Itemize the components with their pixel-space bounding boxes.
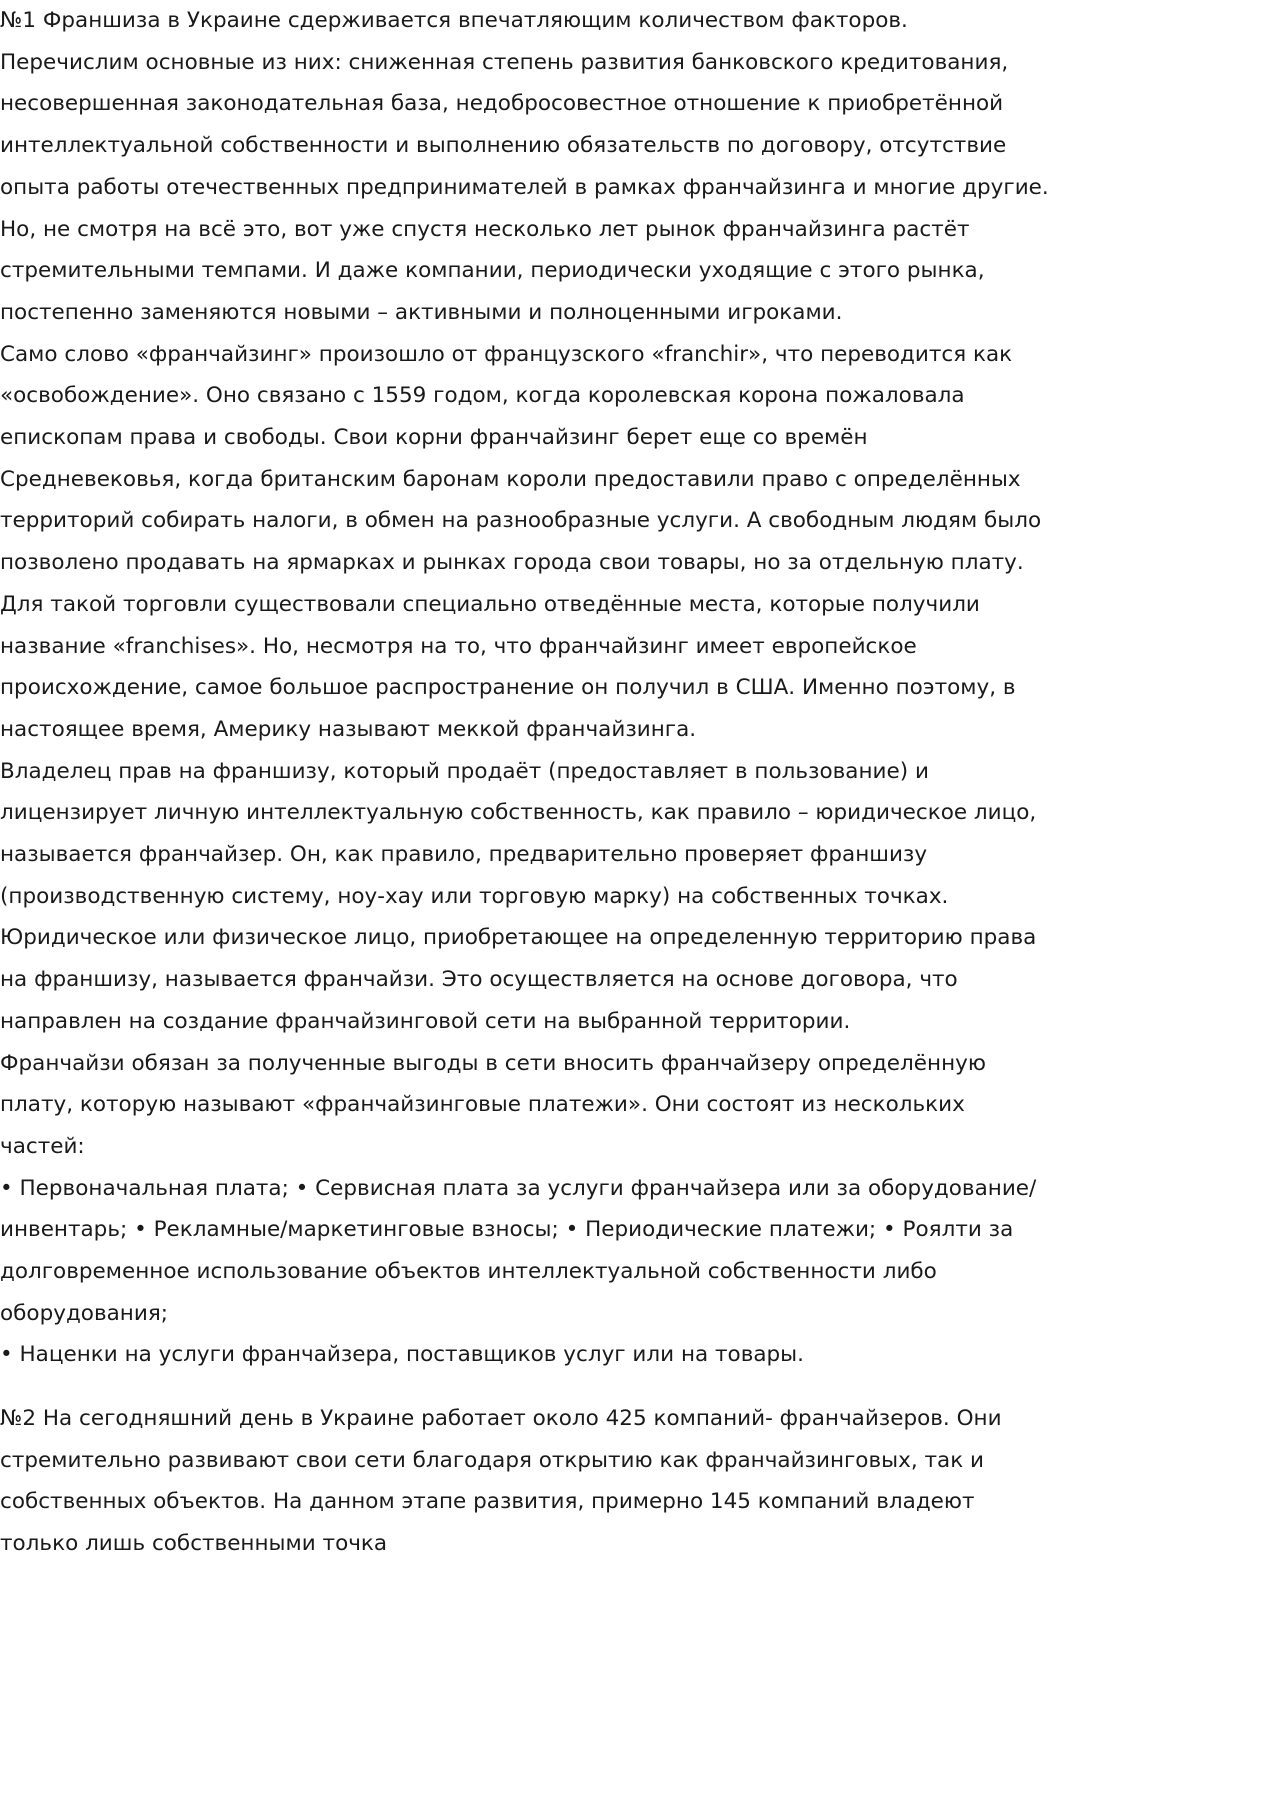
text-line-26: Франчайзи обязан за полученные выгоды в сети вносить франчайзеру определённую xyxy=(0,1050,986,1076)
section-2-line-2: стремительно развивают свои сети благодаря открытию как франчайзинговых, так и xyxy=(0,1447,984,1473)
text-line-25: направлен на создание франчайзинговой сети на выбранной территории. xyxy=(0,1008,851,1034)
text-line-08: постепенно заменяются новыми – активными и полноценными игроками. xyxy=(0,299,843,325)
text-line-07: стремительными темпами. И даже компании, периодически уходящие с этого рынка, xyxy=(0,258,985,284)
text-line-04: интеллектуальной собственности и выполнению обязательств по договору, отсутствие xyxy=(0,133,1007,159)
bullet-list-line-2: инвентарь; • Рекламные/маркетинговые взносы; • Периодические платежи; • Роялти за xyxy=(0,1217,1014,1243)
text-line-13: территорий собирать налоги, в обмен на разнообразные услуги. А свободным людям было xyxy=(0,508,1042,534)
text-line-22: (производственную систему, ноу-хау или торговую марку) на собственных точках. xyxy=(0,883,949,909)
bullet-list-line-3: долговременное использование объектов интеллектуальной собственности либо xyxy=(0,1259,937,1284)
text-line-23: Юридическое или физическое лицо, приобретающее на определенную территорию права xyxy=(0,925,1037,951)
bullet-list-line-5: • Наценки на услуги франчайзера, поставщиков услуг или на товары. xyxy=(0,1342,804,1368)
text-line-20: лицензирует личную интеллектуальную собственность, как правило – юридическое лицо, xyxy=(0,800,1037,826)
text-line-15: Для такой торговли существовали специально отведённые места, которые получили xyxy=(0,591,980,617)
text-line-28: частей: xyxy=(0,1133,85,1159)
text-line-17: происхождение, самое большое распространение он получил в США. Именно поэтому, в xyxy=(0,675,1016,701)
text-line-24: на франшизу, называется франчайзи. Это осуществляется на основе договора, что xyxy=(0,967,958,993)
text-line-09: Само слово «франчайзинг» произошло от французского «franchir», что переводится как xyxy=(0,341,1013,367)
text-line-02: Перечислим основные из них: сниженная степень развития банковского кредитования, xyxy=(0,49,1009,75)
text-line-11: епископам права и свободы. Свои корни франчайзинг берет еще со времён xyxy=(0,425,868,450)
text-line-10: «освобождение». Оно связано с 1559 годом, когда королевская корона пожаловала xyxy=(0,383,965,409)
text-line-06: Но, не смотря на всё это, вот уже спустя несколько лет рынок франчайзинга растёт xyxy=(0,216,970,242)
text-line-18: настоящее время, Америку называют меккой франчайзинга. xyxy=(0,716,697,742)
text-line-12: Средневековья, когда британским баронам короли предоставили право с определённых xyxy=(0,466,1021,492)
text-line-05: опыта работы отечественных предпринимателей в рамках франчайзинга и многие другие. xyxy=(0,174,1049,200)
text-line-19: Владелец прав на франшизу, который продаёт (предоставляет в пользование) и xyxy=(0,758,929,784)
section-2-line-1: №2 На сегодняшний день в Украине работает около 425 компаний- франчайзеров. Они xyxy=(0,1406,1002,1431)
text-line-21: называется франчайзер. Он, как правило, предварительно проверяет франшизу xyxy=(0,842,928,867)
text-line-27: плату, которую называют «франчайзинговые платежи». Они состоят из нескольких xyxy=(0,1092,965,1118)
text-line-16: название «franchises». Но, несмотря на то, что франчайзинг имеет европейское xyxy=(0,633,917,659)
bullet-list-line-1: • Первоначальная плата; • Сервисная плата за услуги франчайзера или за оборудование/ xyxy=(0,1175,1037,1201)
section-2-line-3: собственных объектов. На данном этапе развития, примерно 145 компаний владеют xyxy=(0,1489,975,1515)
text-line-01: №1 Франшиза в Украине сдерживается впечатляющим количеством факторов. xyxy=(0,8,908,33)
text-line-14: позволено продавать на ярмарках и рынках города свои товары, но за отдельную плату. xyxy=(0,550,1024,576)
section-2-line-4: только лишь собственными точка xyxy=(0,1531,388,1557)
text-line-03: несовершенная законодательная база, недобросовестное отношение к приобретённой xyxy=(0,91,1004,117)
bullet-list-line-4: оборудования; xyxy=(0,1300,169,1326)
